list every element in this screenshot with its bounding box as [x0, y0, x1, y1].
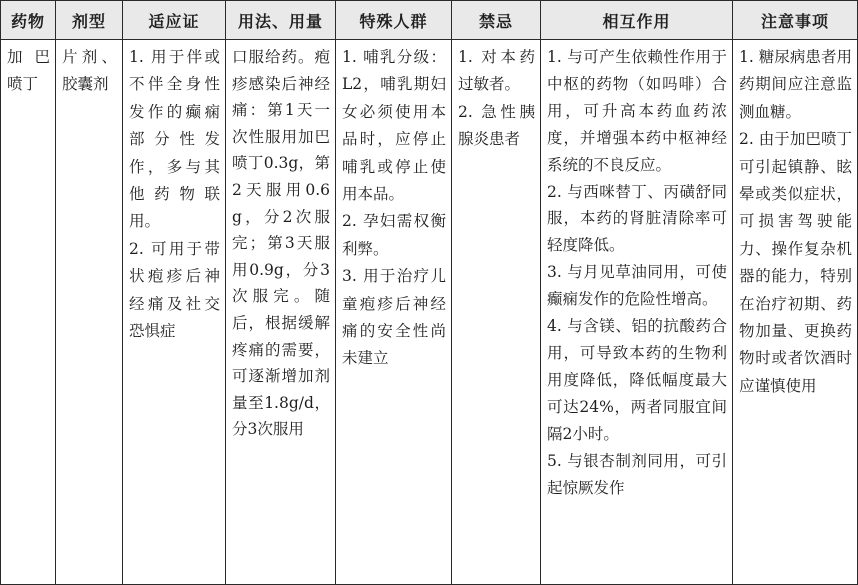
- interaction-item: 2. 与西咪替丁、丙磺舒同服，本药的肾脏清除率可轻度降低。: [547, 182, 727, 255]
- cell-drug: 加巴喷丁: [1, 40, 56, 585]
- special-population-item: 1. 哺乳分级：L2，哺乳期妇女必须使用本品时，应停止哺乳或停止使用本品。: [342, 48, 446, 204]
- header-row: [1, 1, 858, 40]
- cell-precautions: [733, 40, 858, 585]
- table-row: [1, 40, 858, 585]
- cell-special-populations: [336, 40, 452, 585]
- special-population-item: 2. 孕妇需权衡利弊。: [342, 212, 446, 258]
- header-indications: 适应证: [123, 1, 226, 40]
- header-drug: 药物: [1, 1, 56, 40]
- indication-item: 1. 用于伴或不伴全身性发作的癫痫部分性发作，多与其他药物联用。: [129, 48, 220, 231]
- indication-item: 2. 可用于带状疱疹后神经痛及社交恐惧症: [129, 239, 220, 341]
- interaction-item: 3. 与月见草油同用，可使癫痫发作的危险性增高。: [547, 263, 727, 309]
- cell-interactions: [541, 40, 733, 585]
- contraindication-item: 2. 急性胰腺炎患者: [458, 102, 535, 149]
- contraindication-item: 1. 对本药过敏者。: [458, 48, 535, 94]
- header-precautions: 注意事项: [733, 1, 858, 40]
- cell-indications: [123, 40, 226, 585]
- header-interactions: 相互作用: [541, 1, 733, 40]
- cell-dosage-form: 片剂、胶囊剂: [56, 40, 123, 585]
- cell-contraindications: [452, 40, 541, 585]
- interaction-item: 1. 与可产生依赖性作用于中枢的药物（如吗啡）合用，可升高本药血药浓度，并增强本药中枢神经系统的不良反应。: [547, 48, 727, 174]
- interaction-item: 5. 与银杏制剂同用，可引起惊厥发作: [547, 451, 727, 497]
- special-population-item: 3. 用于治疗儿童疱疹后神经痛的安全性尚未建立: [342, 267, 446, 368]
- cell-usage-dosage: 口服给药。疱疹感染后神经痛：第1天一次性服用加巴喷丁0.3g，第2天服用0.6g，分2次服完；第3天服用0.9g，分3次服完。随后，根据缓解疼痛的需要，可逐渐增加剂量至1.8g/d，分3次服用: [226, 40, 336, 585]
- header-dosage-form: 剂型: [56, 1, 123, 40]
- header-usage-dosage: 用法、用量: [226, 1, 336, 40]
- precaution-item: 1. 糖尿病患者用药期间应注意监测血糖。: [739, 48, 852, 121]
- interaction-item: 4. 与含镁、铝的抗酸药合用，可导致本药的生物利用度降低，降低幅度最大可达24%，两者同服宜间隔2小时。: [547, 317, 727, 443]
- header-contraindications: 禁忌: [452, 1, 541, 40]
- precaution-item: 2. 由于加巴喷丁可引起镇静、眩晕或类似症状，可损害驾驶能力、操作复杂机器的能力，特别在治疗初期、药物加量、更换药物时或者饮酒时应谨慎使用: [739, 130, 852, 395]
- header-special-populations: 特殊人群: [336, 1, 452, 40]
